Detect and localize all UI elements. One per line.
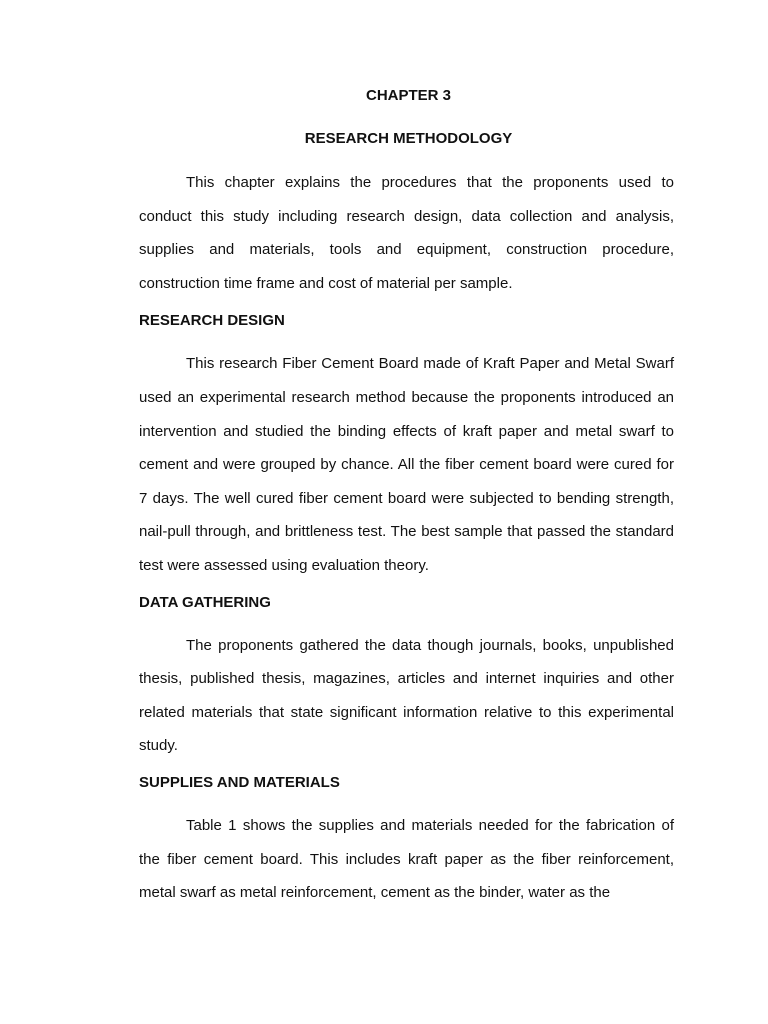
research-design-paragraph: This research Fiber Cement Board made of Kraft Paper and Metal Swarf used an experimental research method because the proponents introduced an intervention and studied the binding effects of kraft paper and metal swarf to cement and were grouped by chance. All the fiber cement board were cured for 7 days. The well cured fiber cement board were subjected to bending strength, nail-pull through, and brittleness test. The best sample that passed the standard test were assessed using evaluation theory. — [139, 355, 674, 574]
chapter-label: CHAPTER 3 — [365, 87, 451, 104]
chapter-title: RESEARCH METHODOLOGY — [304, 130, 513, 147]
supplies-materials-paragraph: Table 1 shows the supplies and materials needed for the fabrication of the fiber cement board. This includes kraft paper as the fiber reinforcement, metal swarf as metal reinforcement, cement as the binder, water as the — [139, 816, 674, 902]
section-heading-supplies-materials: SUPPLIES AND MATERIALS — [139, 773, 340, 791]
page-content — [139, 86, 674, 910]
section-heading-data-gathering: DATA GATHERING — [139, 593, 271, 611]
data-gathering-paragraph: The proponents gathered the data though journals, books, unpublished thesis, published thesis, magazines, articles and internet inquiries and other related materials that state significant information relative to this experimental study. — [139, 636, 674, 755]
intro-paragraph: This chapter explains the procedures that the proponents used to conduct this study including research design, data collection and analysis, supplies and materials, tools and equipment, construction procedure, construction time frame and cost of material per sample. — [139, 174, 674, 292]
section-heading-research-design: RESEARCH DESIGN — [139, 312, 285, 330]
